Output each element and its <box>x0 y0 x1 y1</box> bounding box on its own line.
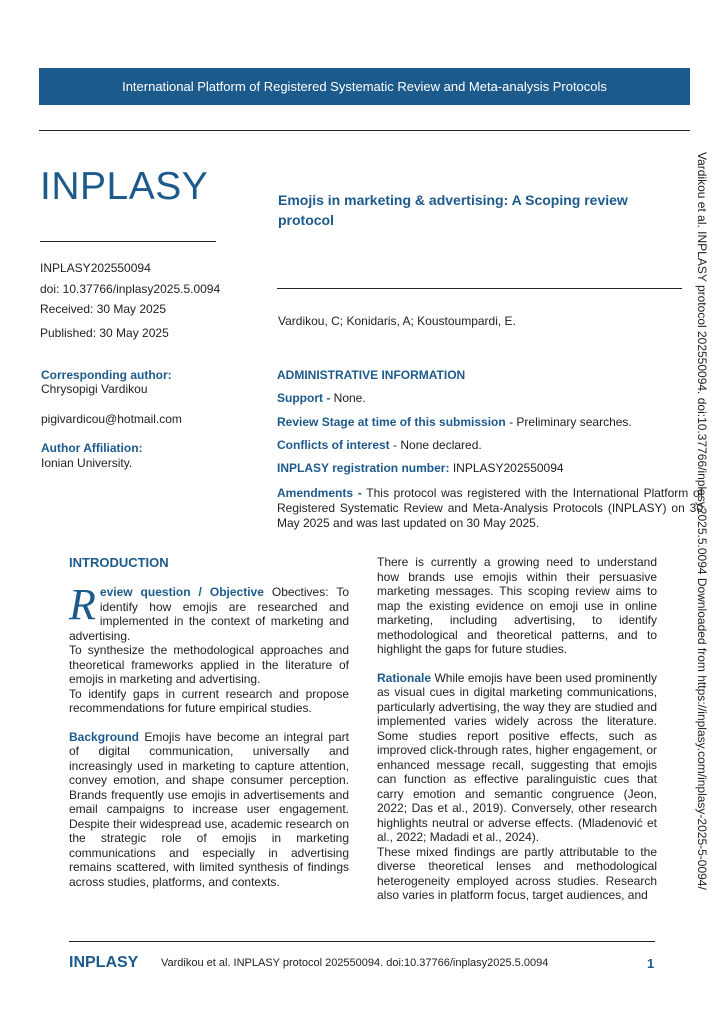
admin-amendments <box>277 486 703 531</box>
banner-text: International Platform of Registered Systematic Review and Meta-analysis Protocols <box>122 79 607 94</box>
support-label: Support - <box>277 391 334 405</box>
corresponding-author-name: Chrysopigi Vardikou <box>41 382 148 396</box>
background-paragraph <box>69 730 349 890</box>
review-question-label: eview question / Objective <box>99 585 264 599</box>
objective-2: To synthesize the methodological approaches and theoretical frameworks applied in the literature of emojis in marketing and advertising. <box>69 643 349 686</box>
introduction-heading: INTRODUCTION <box>69 555 169 570</box>
rationale-label: Rationale <box>377 670 432 685</box>
drop-cap: R <box>69 580 96 629</box>
protocol-id: INPLASY202550094 <box>40 261 151 275</box>
header-rule <box>39 130 690 131</box>
background-text: Emojis have become an integral part of digital communication, universally and increasingly used in marketing to capture attention, convey emotion, and shape consumer perception. Brands frequently use emojis in advertisements and email campaigns to increase user engagement. Despite their widespread use, academic research on the strategic role of emojis in marketing communications and especially in advertising remains scattered, with limited synthesis of findings across studies, platforms, and contexts. <box>69 729 349 889</box>
brand-rule <box>40 241 216 242</box>
affiliation-value: Ionian University. <box>41 456 133 470</box>
header-banner <box>39 68 690 105</box>
download-notice: Vardikou et al. INPLASY protocol 202550094. doi:10.37766/inplasy2025.5.0094 Downloaded from https://inplasy.com/inplasy-2025-5-0094/ <box>695 152 709 890</box>
background-label: Background <box>69 729 140 744</box>
right-column <box>377 555 657 903</box>
objective-3: To identify gaps in current research and propose recommendations for future empirical studies. <box>69 686 349 715</box>
page-number: 1 <box>647 956 655 971</box>
admin-conflicts <box>277 438 703 453</box>
footer-citation: Vardikou et al. INPLASY protocol 202550094. doi:10.37766/inplasy2025.5.0094 <box>161 957 549 969</box>
amendments-value: This protocol was registered with the International Platform of Registered Systematic Review and Meta-Analysis Protocols (INPLASY) on 30 May 2025 and was last updated on 30 May 2025. <box>277 486 703 530</box>
affiliation-label: Author Affiliation: <box>41 441 143 455</box>
received-date: Received: 30 May 2025 <box>40 302 167 316</box>
brand-logo: INPLASY <box>40 165 209 208</box>
introduction-body <box>69 580 349 889</box>
rationale-paragraph <box>377 671 657 845</box>
need-paragraph: There is currently a growing need to understand how brands use emojis within their persuasive marketing messages. This scoping review aims to map the existing evidence on emoji use in online marketing, including advertising, to identify methodological and theoretical patterns, and to highlight the gaps for future studies. <box>377 555 657 656</box>
stage-label: Review Stage at time of this submission <box>277 415 506 429</box>
review-question-text: Obectives: To identify how emojis are researched and implemented in the context of marketing and advertising. <box>69 585 349 643</box>
mixed-findings-paragraph: These mixed findings are partly attributable to the diverse theoretical lenses and methodological heterogeneity employed across studies. Research also varies in platform focus, target audiences, and <box>377 844 657 902</box>
admin-stage <box>277 415 703 430</box>
authors: Vardikou, C; Konidaris, A; Koustoumpardi, E. <box>278 314 516 328</box>
published-date: Published: 30 May 2025 <box>40 326 169 340</box>
admin-registration <box>277 461 703 476</box>
admin-support <box>277 391 703 406</box>
footer-rule <box>69 941 655 942</box>
corresponding-author-label: Corresponding author: <box>41 368 172 382</box>
review-question-paragraph <box>69 580 349 643</box>
rationale-text: While emojis have been used prominently as visual cues in digital marketing communications, particularly advertising, the way they are studied and implemented varies widely across the literature. Some studies report positive effects, such as improved click-through rates, higher engagement, or enhanced message recall, suggesting that emojis can function as effective paralinguistic cues that carry emotion and semantic congruence (Jeon, 2022; Das et al., 2019). Conversely, other research highlights neutral or adverse effects. (Mladenović et al., 2022; Madadi et al., 2024). <box>377 670 657 844</box>
doi: doi: 10.37766/inplasy2025.5.0094 <box>40 282 221 296</box>
admin-heading: ADMINISTRATIVE INFORMATION <box>277 368 466 382</box>
footer-brand: INPLASY <box>69 954 139 971</box>
stage-value: - Preliminary searches. <box>505 415 632 429</box>
conflicts-value: - None declared. <box>389 438 482 452</box>
corresponding-author-email: pigivardicou@hotmail.com <box>41 412 182 426</box>
support-value: None. <box>333 391 366 405</box>
amendments-label: Amendments - <box>277 486 362 500</box>
registration-label: INPLASY registration number: <box>277 461 450 475</box>
registration-value: INPLASY202550094 <box>449 461 564 475</box>
paper-title: Emojis in marketing & advertising: A Scoping review protocol <box>278 192 628 228</box>
conflicts-label: Conflicts of interest <box>277 438 390 452</box>
title-rule <box>277 288 682 289</box>
